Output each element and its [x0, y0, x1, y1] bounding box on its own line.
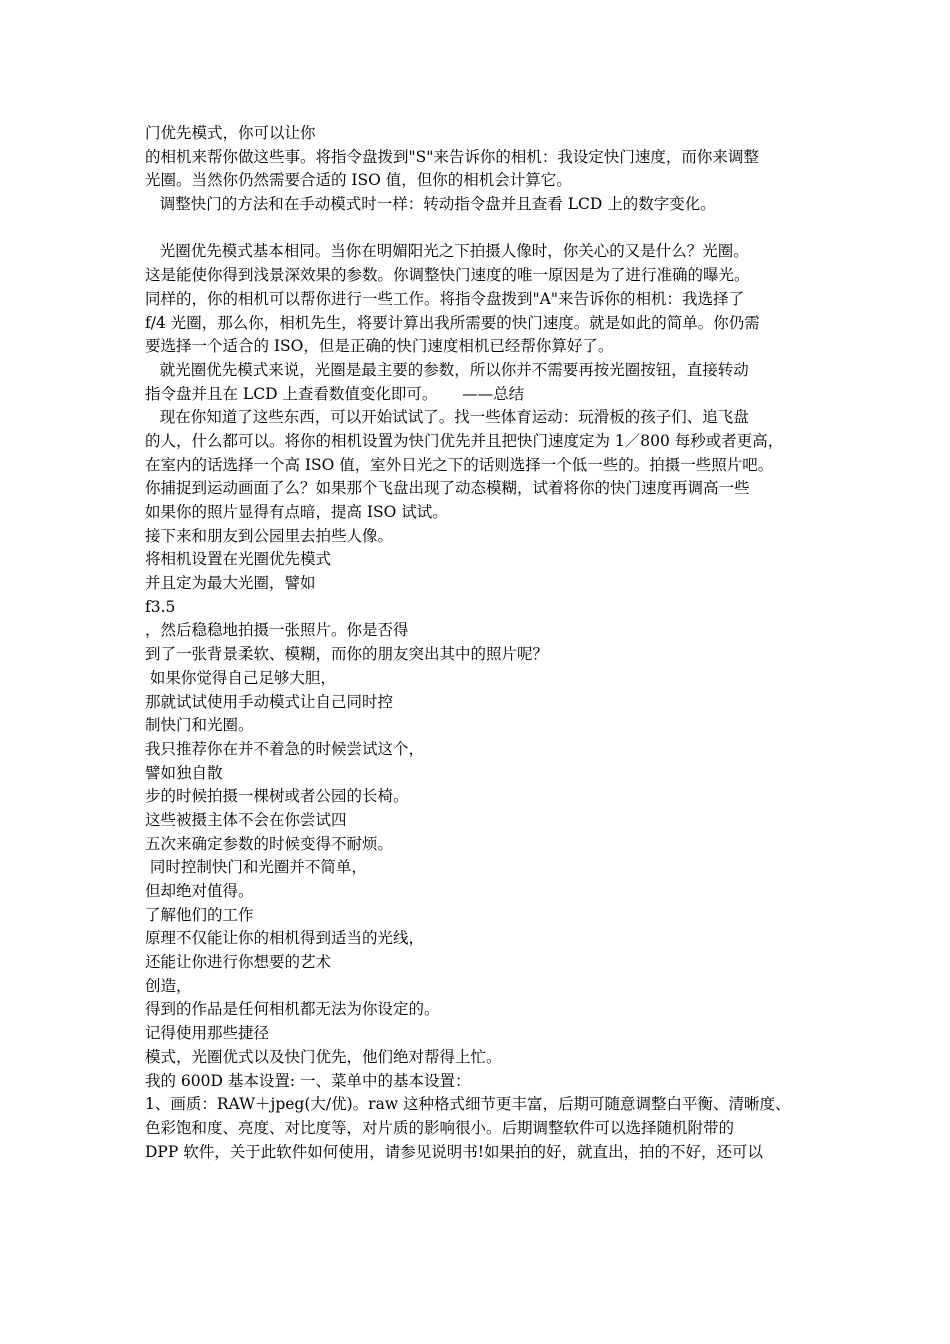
text-line: 在室内的话选择一个高 ISO 值，室外日光之下的话则选择一个低一些的。拍摄一些照片吧。	[145, 455, 774, 474]
text-line: 接下来和朋友到公园里去拍些人像。	[145, 526, 394, 545]
text-line: 创造，	[145, 976, 192, 995]
text-line: 如果你觉得自己足够大胆，	[145, 668, 336, 687]
text-line: 记得使用那些捷径	[145, 1024, 270, 1043]
text-line: 1、画质：RAW＋jpeg(大/优)。raw 这种格式细节更丰富，后期可随意调整白平衡、清晰度、	[145, 1095, 791, 1114]
text-line: 那就试试使用手动模式让自己同时控	[145, 692, 394, 711]
text-line: 制快门和光圈。	[145, 716, 254, 735]
text-line: 五次来确定参数的时候变得不耐烦。	[145, 834, 394, 853]
text-line: f/4 光圈，那么你，相机先生，将要计算出我所需要的快门速度。就是如此的简单。你仍需	[145, 313, 760, 332]
text-line: 还能让你进行你想要的艺术	[145, 953, 332, 972]
text-line: 你捕捉到运动画面了么？如果那个飞盘出现了动态模糊，试着将你的快门速度再调高一些	[145, 479, 750, 498]
text-line: f3.5	[145, 597, 176, 616]
text-line: 到了一张背景柔软、模糊，而你的朋友突出其中的照片呢？	[145, 645, 549, 664]
text-line: 的相机来帮你做这些事。将指令盘拨到"S"来告诉你的相机：我设定快门速度，而你来调整	[145, 147, 759, 166]
text-line: 调整快门的方法和在手动模式时一样：转动指令盘并且查看 LCD 上的数字变化。	[145, 195, 716, 214]
text-line: 如果你的照片显得有点暗，提高 ISO 试试。	[145, 503, 448, 521]
text-line: 模式，光圈优式以及快门优先，他们绝对帮得上忙。	[145, 1047, 502, 1066]
text-line: 步的时候拍摄一棵树或者公园的长椅。	[145, 787, 409, 806]
text-line: 我的 600D 基本设置: 一、菜单中的基本设置：	[145, 1071, 471, 1090]
text-line: 门优先模式，你可以让你	[145, 124, 316, 142]
document-body	[145, 122, 825, 1164]
text-line: 将相机设置在光圈优先模式	[145, 550, 332, 569]
text-line: 指令盘并且在 LCD 上查看数值变化即可。 ——总结	[145, 384, 525, 403]
text-line: 但却绝对值得。	[145, 882, 254, 900]
text-line: 譬如独自散	[145, 763, 223, 782]
text-line: 得到的作品是任何相机都无法为你设定的。	[145, 1000, 440, 1019]
text-line: 同时控制快门和光圈并不简单，	[145, 858, 367, 877]
text-line: 我只推荐你在并不着急的时候尝试这个，	[145, 739, 425, 758]
text-line: 了解他们的工作	[145, 905, 254, 924]
text-line: 这些被摄主体不会在你尝试四	[145, 810, 347, 829]
text-line: 色彩饱和度、亮度、对比度等，对片质的影响很小。后期调整软件可以选择随机附带的	[145, 1118, 735, 1137]
text-line: DPP 软件，关于此软件如何使用，请参见说明书!如果拍的好，就直出，拍的不好，还可以	[145, 1142, 763, 1161]
text-line: 就光圈优先模式来说，光圈是最主要的参数，所以你并不需要再按光圈按钮，直接转动	[145, 360, 749, 379]
text-line: 要选择一个适合的 ISO，但是正确的快门速度相机已经帮你算好了。	[145, 337, 614, 356]
text-line: 的人，什么都可以。将你的相机设置为快门优先并且把快门速度定为 1／800 每秒或者更高，	[145, 431, 784, 450]
text-line: 现在你知道了这些东西，可以开始试试了。找一些体育运动：玩滑板的孩子们、追飞盘	[145, 408, 749, 427]
text-line: 原理不仅能让你的相机得到适当的光线，	[145, 929, 425, 948]
blank-line	[145, 217, 825, 241]
text-line: ，然后稳稳地拍摄一张照片。你是否得	[145, 621, 409, 640]
text-line: 光圈。当然你仍然需要合适的 ISO 值，但你的相机会计算它。	[145, 171, 572, 190]
text-line: 光圈优先模式基本相同。当你在明媚阳光之下拍摄人像时，你关心的又是什么？光圈。	[145, 242, 749, 261]
text-line: 同样的，你的相机可以帮你进行一些工作。将指令盘拨到"A"来告诉你的相机：我选择了	[145, 289, 744, 308]
text-line: 这是能使你得到浅景深效果的参数。你调整快门速度的唯一原因是为了进行准确的曝光。	[145, 266, 750, 285]
text-line: 并且定为最大光圈，譬如	[145, 574, 316, 593]
